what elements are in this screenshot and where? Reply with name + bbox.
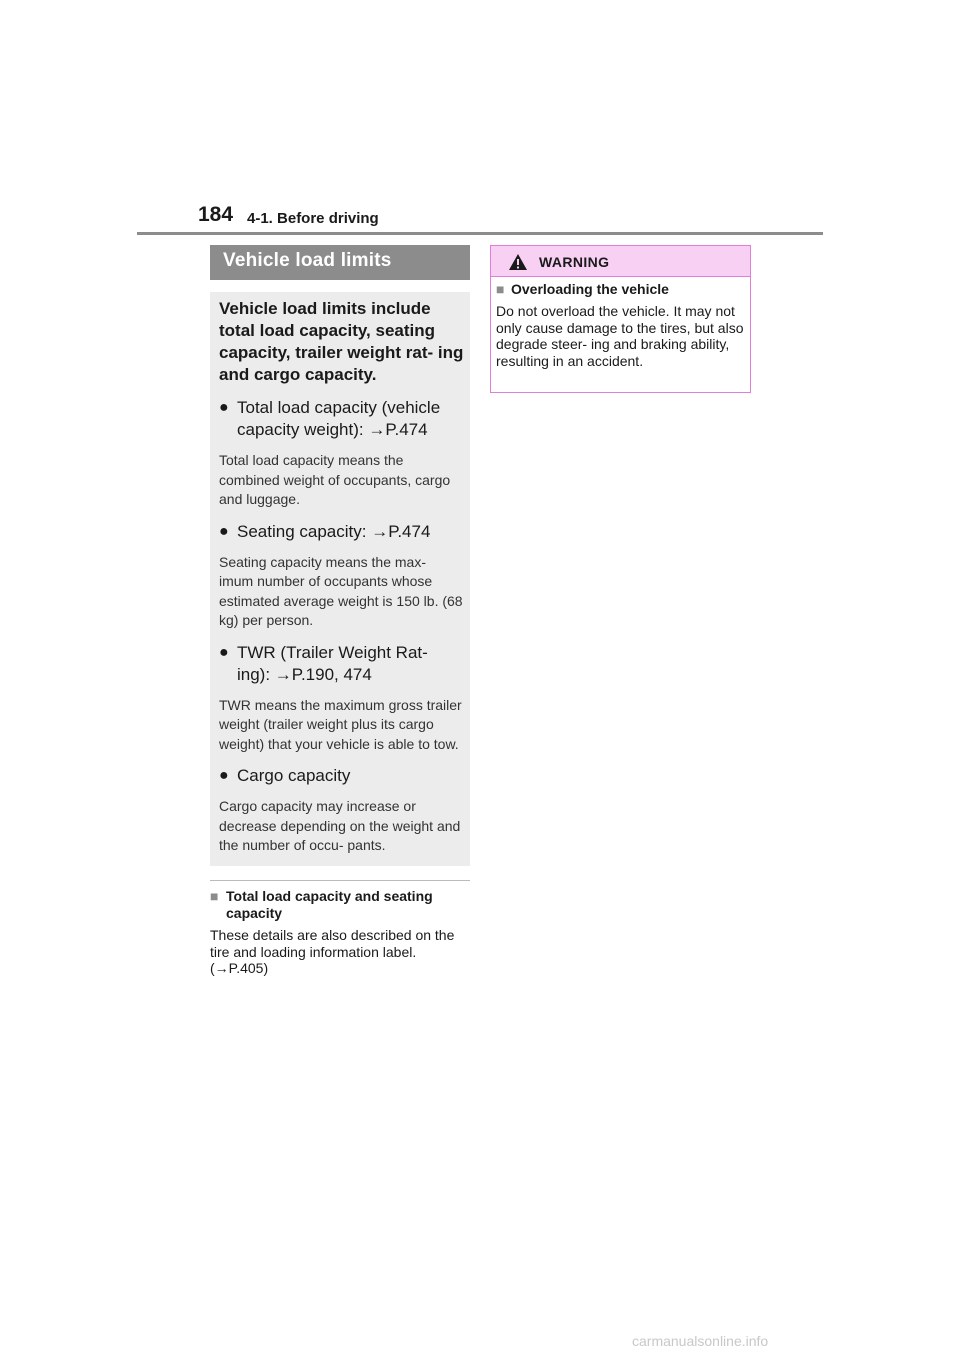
bullet-icon: ●: [219, 522, 229, 540]
bullet-text: TWR (Trailer Weight Rat- ing): →P.190, 474: [237, 642, 428, 684]
square-marker-icon: ■: [496, 281, 505, 297]
watermark: carmanualsonline.info: [632, 1333, 769, 1349]
item-description: Cargo capacity may increase or decrease depending on the weight and the number of occu- pants.: [219, 798, 461, 853]
bullet-icon: ●: [219, 643, 229, 661]
warning-triangle-icon: [508, 253, 528, 271]
square-marker-icon: ■: [210, 888, 219, 904]
note-heading-text: Total load capacity and seating capacity: [226, 888, 433, 921]
warning-subheading: [496, 281, 669, 298]
warning-label: WARNING: [539, 254, 610, 270]
note-divider: [210, 880, 470, 881]
bullet-icon: ●: [219, 399, 229, 416]
list-item: [219, 397, 464, 441]
warning-header: [491, 246, 750, 277]
note-text: These details are also described on the tire and loading information label. (→P.405): [210, 927, 455, 976]
bullet-text: Seating capacity: →P.474: [237, 521, 431, 541]
item-description: Total load capacity means the combined weight of occupants, cargo and luggage.: [219, 452, 451, 507]
bullet-icon: ●: [219, 767, 229, 784]
bullet-text: Total load capacity (vehicle capacity weight): →P.474: [237, 398, 441, 439]
list-item: [219, 521, 464, 543]
load-limits-box: [210, 292, 470, 866]
warning-subheading-text: Overloading the vehicle: [511, 281, 669, 297]
warning-box: [490, 245, 751, 393]
list-item: [219, 642, 464, 686]
note-heading: [210, 888, 472, 921]
header-rule: [137, 232, 823, 235]
intro-text: Vehicle load limits include total load capacity, seating capacity, trailer weight rat- ing and cargo capacity.: [219, 299, 464, 384]
warning-text: Do not overload the vehicle. It may not only cause damage to the tires, but also degrade steer- ing and braking ability, resulting in an accident.: [496, 303, 744, 369]
load-limits-title: Vehicle load limits: [210, 245, 470, 280]
section-title: 4-1. Before driving: [247, 210, 379, 227]
list-item: [219, 765, 464, 787]
page-number: 184: [198, 203, 234, 226]
bullet-text: Cargo capacity: [237, 766, 351, 785]
item-description: Seating capacity means the max- imum number of occupants whose estimated average weight is 150 lb. (68 kg) per person.: [219, 553, 463, 628]
item-description: TWR means the maximum gross trailer weight (trailer weight plus its cargo weight) that your vehicle is able to tow.: [219, 696, 462, 752]
